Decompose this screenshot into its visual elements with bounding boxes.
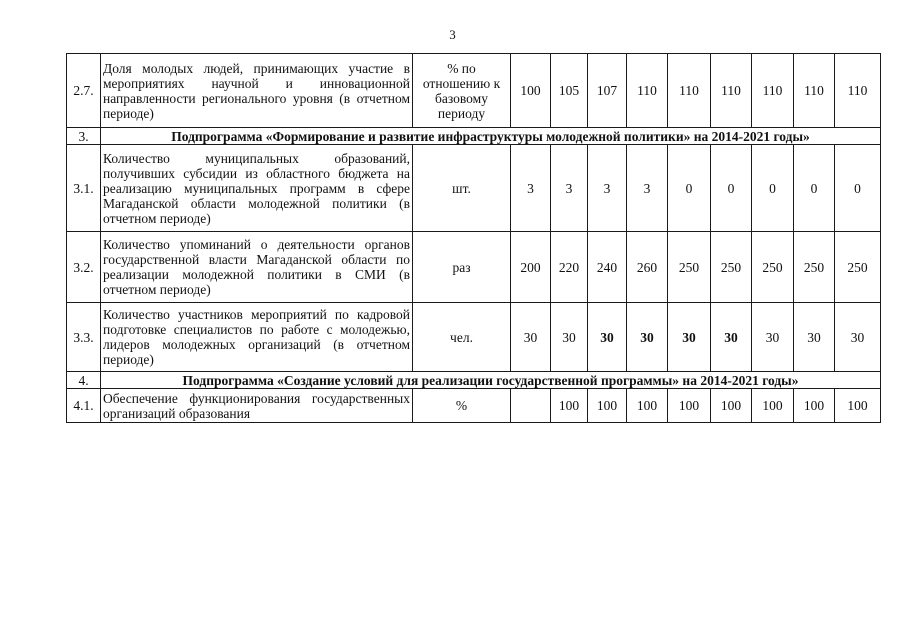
value-cell: 240 xyxy=(588,232,627,303)
table-row xyxy=(67,389,881,423)
subprogram-row xyxy=(67,372,881,389)
value-cell: 100 xyxy=(668,389,711,423)
value-cell: 100 xyxy=(627,389,668,423)
indicator-name: Доля молодых людей, принимающих участие в мероприятиях научной и инновационной направленности регионального уровня (в отчетном периоде) xyxy=(101,54,413,128)
value-cell: 100 xyxy=(551,389,588,423)
value-cell: 100 xyxy=(835,389,881,423)
value-cell: 110 xyxy=(794,54,835,128)
value-cell: 105 xyxy=(551,54,588,128)
value-cell: 30 xyxy=(711,303,752,372)
value-cell: 100 xyxy=(588,389,627,423)
value-cell: 110 xyxy=(668,54,711,128)
row-number: 3.2. xyxy=(67,232,101,303)
row-number: 4.1. xyxy=(67,389,101,423)
page-number: 3 xyxy=(449,27,456,42)
value-cell: 0 xyxy=(711,145,752,232)
value-cell: 250 xyxy=(668,232,711,303)
value-cell: 30 xyxy=(511,303,551,372)
row-number: 4. xyxy=(67,372,101,389)
value-cell: 100 xyxy=(794,389,835,423)
value-cell: 110 xyxy=(752,54,794,128)
table-row xyxy=(67,232,881,303)
value-cell: 3 xyxy=(588,145,627,232)
value-cell: 3 xyxy=(511,145,551,232)
unit-cell: раз xyxy=(413,232,511,303)
value-cell xyxy=(511,389,551,423)
value-cell: 30 xyxy=(551,303,588,372)
indicator-name: Обеспечение функционирования государственных организаций образования xyxy=(101,389,413,423)
value-cell: 250 xyxy=(794,232,835,303)
value-cell: 0 xyxy=(668,145,711,232)
table-row xyxy=(67,145,881,232)
unit-cell: шт. xyxy=(413,145,511,232)
unit-cell: чел. xyxy=(413,303,511,372)
value-cell: 30 xyxy=(752,303,794,372)
value-cell: 100 xyxy=(711,389,752,423)
value-cell: 100 xyxy=(511,54,551,128)
value-cell: 250 xyxy=(711,232,752,303)
value-cell: 30 xyxy=(835,303,881,372)
indicators-table xyxy=(66,53,881,423)
row-number: 3.1. xyxy=(67,145,101,232)
value-cell: 110 xyxy=(835,54,881,128)
value-cell: 30 xyxy=(588,303,627,372)
value-cell: 220 xyxy=(551,232,588,303)
value-cell: 100 xyxy=(752,389,794,423)
value-cell: 200 xyxy=(511,232,551,303)
row-number: 3.3. xyxy=(67,303,101,372)
table-row xyxy=(67,54,881,128)
value-cell: 260 xyxy=(627,232,668,303)
value-cell: 110 xyxy=(711,54,752,128)
value-cell: 30 xyxy=(668,303,711,372)
subprogram-row xyxy=(67,128,881,145)
value-cell: 30 xyxy=(627,303,668,372)
value-cell: 0 xyxy=(794,145,835,232)
indicator-name: Количество упоминаний о деятельности органов государственной власти Магаданской области по реализации молодежной политики в СМИ (в отчетном периоде) xyxy=(101,232,413,303)
unit-cell: % по отношению к базовому периоду xyxy=(413,54,511,128)
value-cell: 250 xyxy=(835,232,881,303)
subprogram-title: Подпрограмма «Создание условий для реализации государственной программы» на 2014-2021 годы» xyxy=(101,372,881,389)
indicator-name: Количество муниципальных образований, получивших субсидии из областного бюджета на реализацию муниципальных программ в сфере Магаданской области молодежной политики (в отчетном периоде) xyxy=(101,145,413,232)
value-cell: 3 xyxy=(551,145,588,232)
value-cell: 3 xyxy=(627,145,668,232)
row-number: 3. xyxy=(67,128,101,145)
row-number: 2.7. xyxy=(67,54,101,128)
value-cell: 30 xyxy=(794,303,835,372)
value-cell: 0 xyxy=(835,145,881,232)
unit-cell: % xyxy=(413,389,511,423)
value-cell: 250 xyxy=(752,232,794,303)
subprogram-title: Подпрограмма «Формирование и развитие инфраструктуры молодежной политики» на 2014-2021 годы» xyxy=(101,128,881,145)
value-cell: 110 xyxy=(627,54,668,128)
table-row xyxy=(67,303,881,372)
value-cell: 0 xyxy=(752,145,794,232)
indicator-name: Количество участников мероприятий по кадровой подготовке специалистов по работе с молодежью, лидеров молодежных организаций (в отчетном периоде) xyxy=(101,303,413,372)
value-cell: 107 xyxy=(588,54,627,128)
